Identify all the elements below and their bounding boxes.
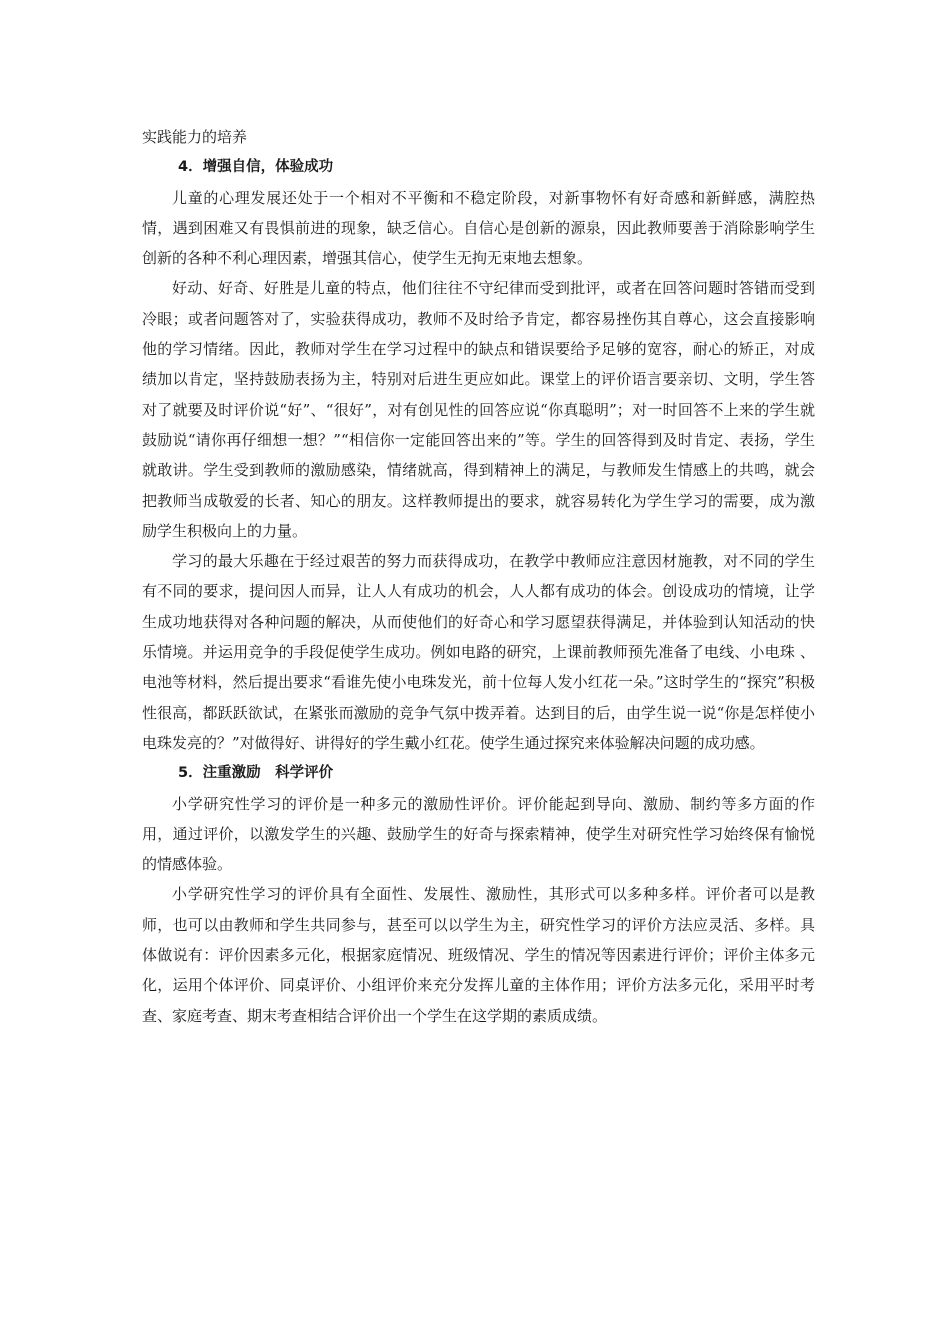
section-4-paragraph-1: 儿童的心理发展还处于一个相对不平衡和不稳定阶段，对新事物怀有好奇感和新鲜感，满腔热情，遇到困难又有畏惧前进的现象，缺乏信心。自信心是创新的源泉，因此教师要善于消除影响学生创新的各种不利心理因素，增强其信心，使学生无拘无束地去想象。: [142, 188, 815, 268]
section-5-heading: 5．注重激励 科学评价: [178, 765, 334, 782]
lead-line: 实践能力的培养: [142, 128, 248, 146]
section-4-paragraph-3: 学习的最大乐趣在于经过艰苦的努力而获得成功，在教学中教师应注意因材施教，对不同的学生有不同的要求，提问因人而异，让人人有成功的机会，人人都有成功的体会。创设成功的情境，让学生成功地获得对各种问题的解决，从而使他们的好奇心和学习愿望获得满足，并体验到认知活动的快乐情境。并运用竞争的手段促使学生成功。例如电路的研究，上课前教师预先准备了电线、小电珠 、电池等材料，然后提出要求“看谁先使小电珠发光，前十位每人发小红花一朵。”这时学生的“探究”积极性很高，都跃跃欲试，在紧张而激励的竞争气氛中拨弄着。达到目的后，由学生说一说“你是怎样使小电珠发亮的？”对做得好、讲得好的学生戴小红花。使学生通过探究来体验解决问题的成功感。: [142, 552, 815, 752]
section-5-paragraph-2: 小学研究性学习的评价具有全面性、发展性、激励性，其形式可以多种多样。评价者可以是教师，也可以由教师和学生共同参与，甚至可以以学生为主，研究性学习的评价方法应灵活、多样。具体做说有：评价因素多元化，根据家庭情况、班级情况、学生的情况等因素进行评价；评价主体多元化，运用个体评价、同桌评价、小组评价来充分发挥儿童的主体作用；评价方法多元化，采用平时考查、家庭考查、期末考查相结合评价出一个学生在这学期的素质成绩。: [142, 885, 815, 1025]
document-page: [142, 122, 815, 1031]
section-4-paragraph-2: 好动、好奇、好胜是儿童的特点，他们往往不守纪律而受到批评，或者在回答问题时答错而受到冷眼；或者问题答对了，实验获得成功，教师不及时给予肯定，都容易挫伤其自尊心，这会直接影响他的学习情绪。因此，教师对学生在学习过程中的缺点和错误要给予足够的宽容，耐心的矫正，对成绩加以肯定，坚持鼓励表扬为主，特别对后进生更应如此。课堂上的评价语言要亲切、文明，学生答对了就要及时评价说“好”、“很好”，对有创见性的回答应说“你真聪明”；对一时回答不上来的学生就鼓励说“请你再仔细想一想？”“相信你一定能回答出来的”等。学生的回答得到及时肯定、表扬，学生就敢讲。学生受到教师的激励感染，情绪就高，得到精神上的满足，与教师发生情感上的共鸣，就会把教师当成敬爱的长者、知心的朋友。这样教师提出的要求，就容易转化为学生学习的需要，成为激励学生积极向上的力量。: [142, 279, 815, 540]
section-5-paragraph-1: 小学研究性学习的评价是一种多元的激励性评价。评价能起到导向、激励、制约等多方面的作用，通过评价，以激发学生的兴趣、鼓励学生的好奇与探索精神，使学生对研究性学习始终保有愉悦的情感体验。: [142, 794, 815, 874]
section-4-heading: 4．增强自信，体验成功: [178, 159, 334, 176]
